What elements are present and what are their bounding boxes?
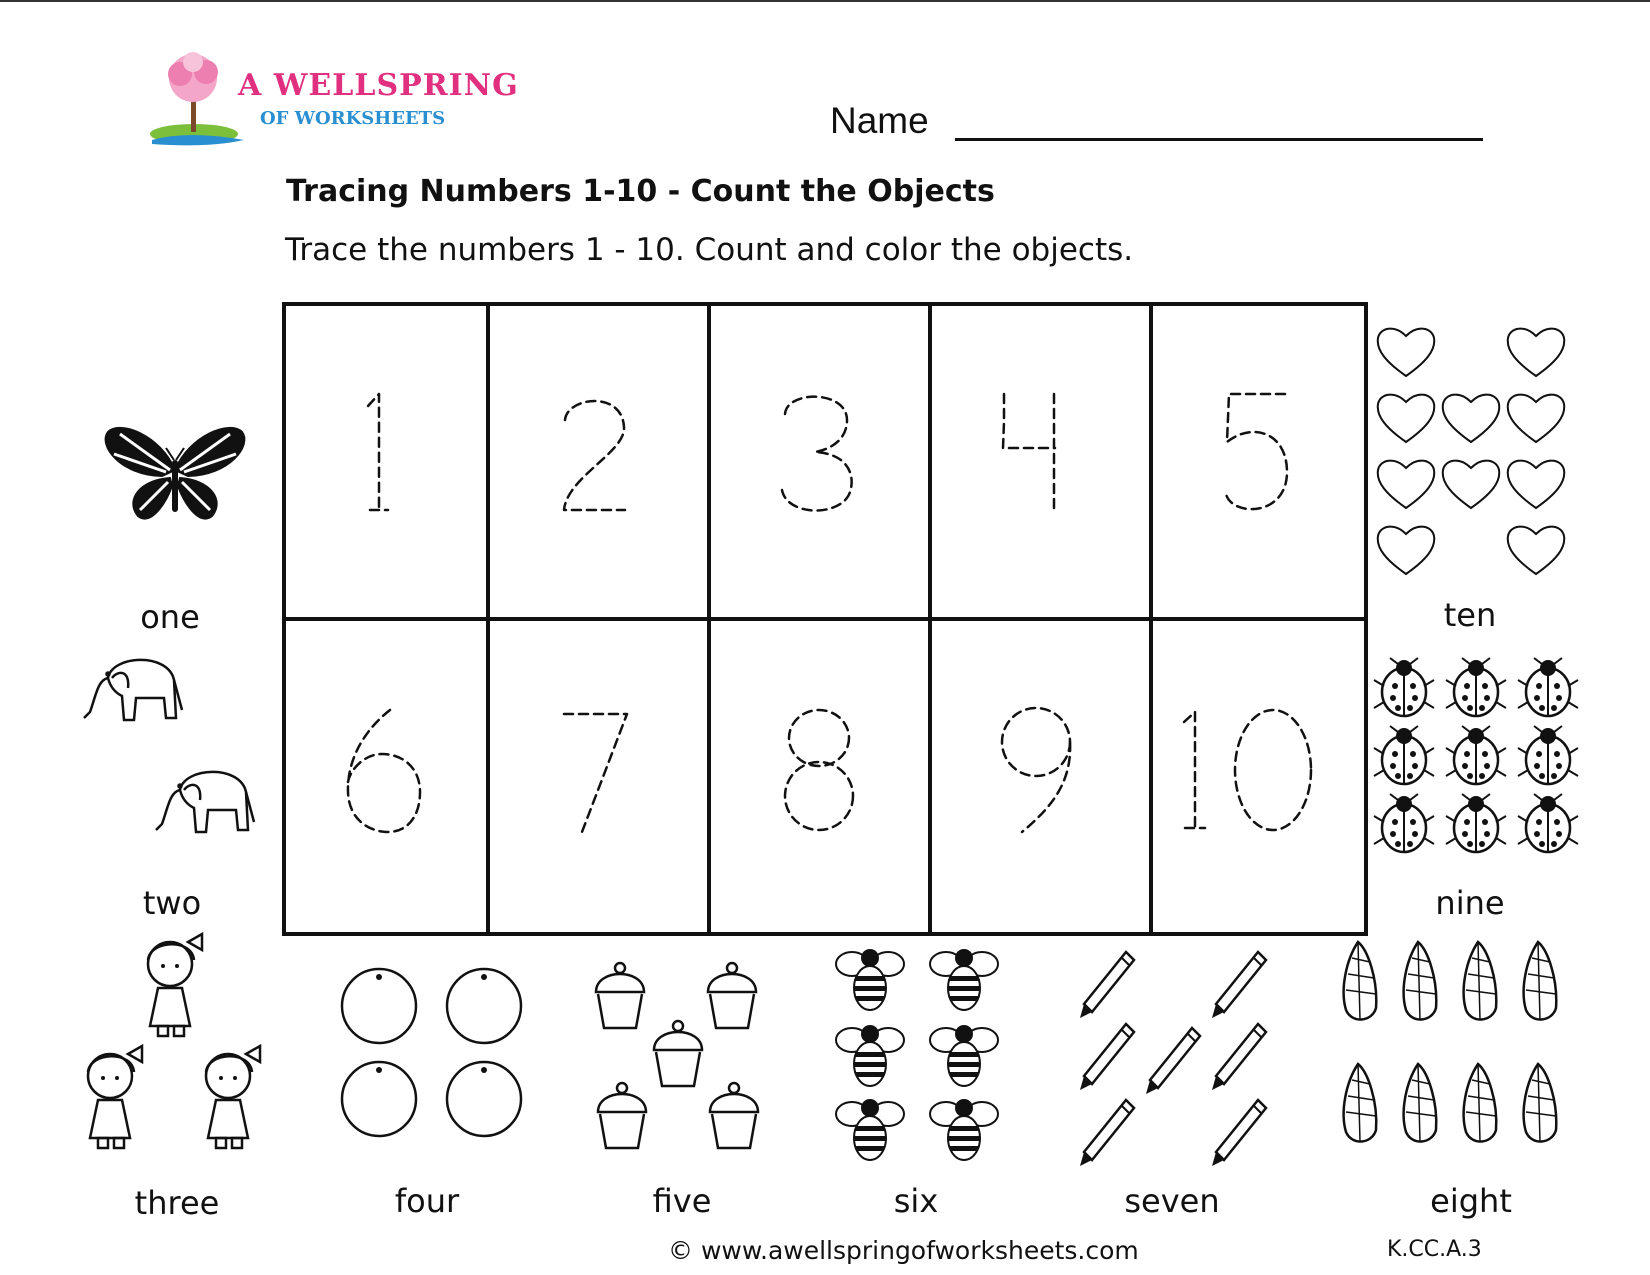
- orange-icon: [342, 1062, 416, 1136]
- bee-icon: [930, 1025, 998, 1086]
- seashell-icon: [1404, 942, 1437, 1020]
- worksheet-title: Tracing Numbers 1-10 - Count the Objects: [286, 174, 995, 209]
- seashell-icon: [1524, 1064, 1557, 1142]
- trace-digit-3[interactable]: [782, 397, 852, 511]
- seashell-icon: [1464, 942, 1497, 1020]
- seashell-icon: [1404, 1064, 1437, 1142]
- elephant-icon: [78, 640, 188, 730]
- word-seven: seven: [1124, 1182, 1220, 1220]
- pencil-icon: [1146, 1028, 1200, 1094]
- ladybug-icon: [1518, 726, 1578, 784]
- cupcake-group: [592, 958, 772, 1154]
- word-nine: nine: [1435, 884, 1505, 922]
- ladybug-icon: [1374, 658, 1434, 716]
- heart-icon: [1508, 395, 1565, 442]
- orange-icon: [342, 969, 416, 1043]
- heart-group: [1374, 322, 1580, 580]
- cupcake-icon: [654, 1021, 702, 1086]
- ladybug-icon: [1518, 794, 1578, 852]
- word-ten: ten: [1443, 596, 1497, 634]
- word-three: three: [134, 1184, 220, 1222]
- name-label: Name: [830, 100, 929, 141]
- top-rule: [0, 0, 1650, 2]
- ladybug-group: [1372, 656, 1582, 866]
- trace-digit-10[interactable]: [1184, 710, 1311, 830]
- heart-icon: [1508, 461, 1565, 508]
- heart-icon: [1378, 395, 1435, 442]
- bee-group: [832, 942, 1008, 1166]
- tracing-grid: [282, 287, 1368, 936]
- tracing-grid-svg: 1: [282, 302, 1368, 936]
- doll-icon: [76, 1042, 148, 1152]
- word-two: two: [142, 884, 202, 922]
- word-eight: eight: [1430, 1182, 1512, 1220]
- pencil-icon: [1212, 952, 1266, 1018]
- word-one: one: [140, 598, 200, 636]
- heart-icon: [1508, 329, 1565, 376]
- trace-digit-7[interactable]: [564, 714, 627, 832]
- cupcake-icon: [598, 1083, 646, 1148]
- word-four: four: [394, 1182, 460, 1220]
- tree-icon: [148, 48, 248, 148]
- butterfly-icon: [100, 420, 250, 528]
- trace-digit-2[interactable]: [564, 401, 625, 510]
- ladybug-icon: [1374, 794, 1434, 852]
- trace-digit-1[interactable]: [368, 394, 388, 510]
- trace-digit-6[interactable]: [348, 710, 420, 832]
- word-six: six: [893, 1182, 939, 1220]
- pencil-group: [1078, 946, 1278, 1170]
- heart-icon: [1443, 461, 1500, 508]
- worksheet-instructions: Trace the numbers 1 - 10. Count and color the objects.: [285, 232, 1134, 268]
- bee-icon: [930, 949, 998, 1010]
- pencil-icon: [1212, 1100, 1266, 1166]
- pencil-icon: [1080, 1100, 1134, 1166]
- name-blank-line[interactable]: [955, 138, 1483, 141]
- orange-group: [338, 965, 538, 1145]
- trace-digit-4[interactable]: [1003, 394, 1055, 510]
- brand-sub-text: OF WORKSHEETS: [260, 108, 446, 129]
- pencil-icon: [1080, 1024, 1134, 1090]
- ladybug-icon: [1374, 726, 1434, 784]
- cupcake-icon: [708, 963, 756, 1028]
- cupcake-icon: [596, 963, 644, 1028]
- seashell-icon: [1524, 942, 1557, 1020]
- heart-icon: [1378, 527, 1435, 574]
- seashell-group: [1336, 938, 1576, 1152]
- heart-icon: [1443, 395, 1500, 442]
- cupcake-icon: [710, 1083, 758, 1148]
- ladybug-icon: [1446, 794, 1506, 852]
- brand-main-text: A WELLSPRING: [238, 68, 519, 103]
- pencil-icon: [1080, 952, 1134, 1018]
- doll-icon: [194, 1042, 266, 1152]
- ladybug-icon: [1518, 658, 1578, 716]
- heart-icon: [1508, 527, 1565, 574]
- heart-icon: [1378, 329, 1435, 376]
- seashell-icon: [1464, 1064, 1497, 1142]
- bee-icon: [930, 1099, 998, 1160]
- footer-copyright: © www.awellspringofworksheets.com: [668, 1236, 1139, 1265]
- brand-logo: [148, 48, 519, 158]
- bee-icon: [836, 1099, 904, 1160]
- ladybug-icon: [1446, 658, 1506, 716]
- trace-digit-5[interactable]: [1226, 394, 1287, 509]
- word-five: five: [652, 1182, 712, 1220]
- ladybug-icon: [1446, 726, 1506, 784]
- trace-digit-9[interactable]: [1002, 708, 1070, 832]
- pencil-icon: [1212, 1024, 1266, 1090]
- seashell-icon: [1344, 1064, 1377, 1142]
- doll-icon: [136, 930, 208, 1040]
- bee-icon: [836, 949, 904, 1010]
- elephant-icon: [150, 752, 260, 842]
- heart-icon: [1378, 461, 1435, 508]
- seashell-icon: [1344, 942, 1377, 1020]
- orange-icon: [447, 969, 521, 1043]
- bee-icon: [836, 1025, 904, 1086]
- standard-code: K.CC.A.3: [1387, 1237, 1482, 1262]
- orange-icon: [447, 1062, 521, 1136]
- trace-digit-8[interactable]: [785, 710, 853, 830]
